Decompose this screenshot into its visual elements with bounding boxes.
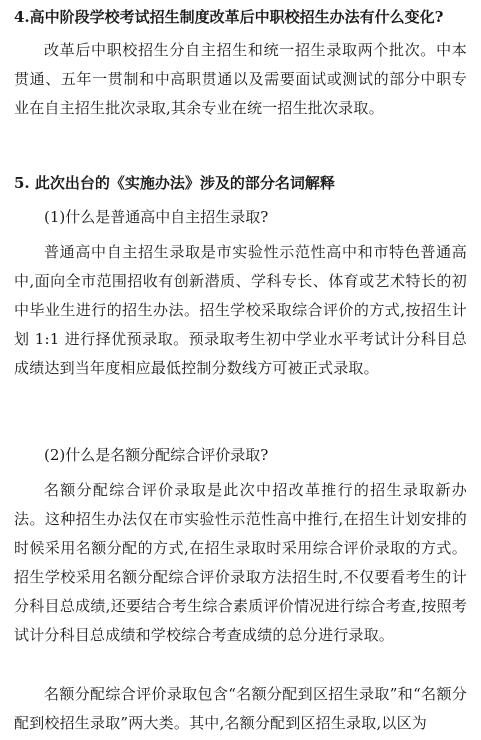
sub-question-1-answer: 普通高中自主招生录取是市实验性示范性高中和市特色普通高中,面向全市范围招收有创新潜质、学科专长、体育或艺术特长的初中毕业生进行的招生办法。招生学校采取综合评价的方式,按招生计划 1:1 进行择优预录取。预录取考生初中学业水平考试计分科目总成绩达到当年度相应最低控制分数线方可被正式录取。 [14,243,467,377]
question-4-answer: 改革后中职校招生分自主招生和统一招生录取两个批次。中本贯通、五年一贯制和中高职贯通以及需要面试或测试的部分中职专业在自主招生批次录取,其余专业在统一招生批次录取。 [14,41,467,117]
question-5-heading: 5. 此次出台的《实施办法》涉及的部分名词解释 [14,174,335,192]
question-4-heading: 4.高中阶段学校考试招生制度改革后中职校招生办法有什么变化? [14,8,444,26]
sub-question-1-heading: (1)什么是普通高中自主招生录取? [44,208,269,226]
sub-question-2-answer-continued: 名额分配综合评价录取包含“名额分配到区招生录取”和“名额分配到校招生录取”两大类。其中,名额分配到区招生录取,以区为 [14,685,467,732]
sub-question-2-answer: 名额分配综合评价录取是此次中招改革推行的招生录取新办法。这种招生办法仅在市实验性示范性高中推行,在招生计划安排的时候采用名额分配的方式,在招生录取时采用综合评价录取的方式。招生学校采用名额分配综合评价录取方法招生时,不仅要看考生的计分科目总成绩,还要结合考生综合素质评价情况进行综合考查,按照考试计分科目总成绩和学校综合考查成绩的总分进行录取。 [14,481,467,644]
sub-question-2-heading: (2)什么是名额分配综合评价录取? [44,446,269,464]
